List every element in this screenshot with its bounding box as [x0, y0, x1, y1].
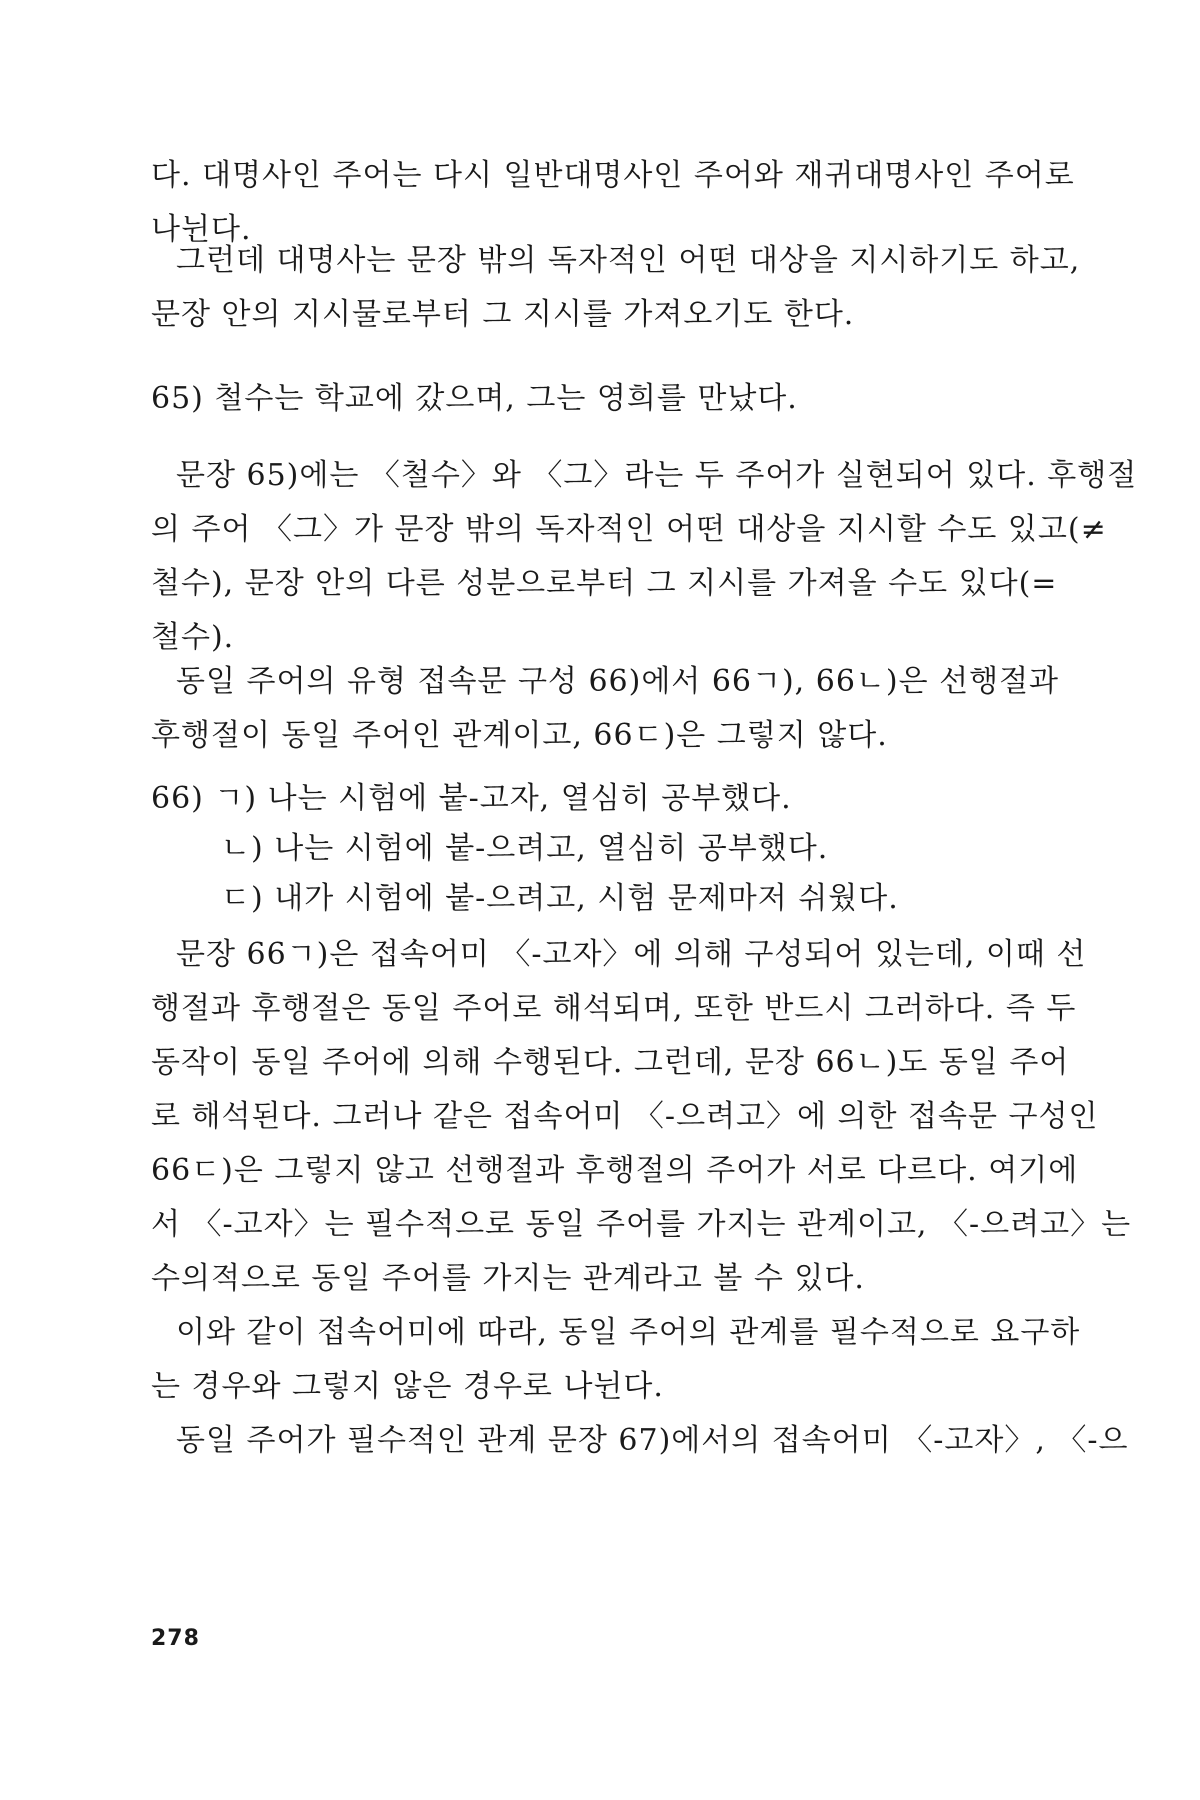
paragraph-6	[151, 1306, 1081, 1414]
paragraph-5	[151, 928, 1132, 1306]
example-66	[151, 774, 1051, 924]
example-line: 65) 철수는 학교에 갔으며, 그는 영희를 만났다.	[151, 381, 798, 416]
example-line: 66) ㄱ) 나는 시험에 붙-고자, 열심히 공부했다.	[151, 781, 792, 816]
paragraph-2	[151, 234, 1081, 342]
text-line: 동일 주어의 유형 접속문 구성 66)에서 66ㄱ), 66ㄴ)은 선행절과	[176, 664, 1060, 699]
text-line: 는 경우와 그렇지 않은 경우로 나뉜다.	[151, 1369, 664, 1404]
paragraph-4	[151, 655, 1060, 763]
text-line: 문장 안의 지시물로부터 그 지시를 가져오기도 한다.	[151, 297, 855, 332]
text-line: 문장 66ㄱ)은 접속어미 〈-고자〉에 의해 구성되어 있는데, 이때 선	[176, 937, 1087, 972]
text-line: 수의적으로 동일 주어를 가지는 관계라고 볼 수 있다.	[151, 1261, 865, 1296]
text-line: 행절과 후행절은 동일 주어로 해석되며, 또한 반드시 그러하다. 즉 두	[151, 991, 1077, 1026]
paragraph-7	[151, 1414, 1129, 1468]
text-line: 66ㄷ)은 그렇지 않고 선행절과 후행절의 주어가 서로 다르다. 여기에	[151, 1153, 1079, 1188]
text-line: 동일 주어가 필수적인 관계 문장 67)에서의 접속어미 〈-고자〉, 〈-으	[176, 1423, 1129, 1458]
text-line: 서 〈-고자〉는 필수적으로 동일 주어를 가지는 관계이고, 〈-으려고〉는	[151, 1207, 1132, 1242]
text-line: 후행절이 동일 주어인 관계이고, 66ㄷ)은 그렇지 않다.	[151, 718, 888, 753]
text-line: 의 주어 〈그〉가 문장 밖의 독자적인 어떤 대상을 지시할 수도 있고(≠	[151, 512, 1107, 547]
example-line: ㄴ) 나는 시험에 붙-으려고, 열심히 공부했다.	[221, 831, 829, 866]
text-line: 동작이 동일 주어에 의해 수행된다. 그런데, 문장 66ㄴ)도 동일 주어	[151, 1045, 1070, 1080]
text-line: 그런데 대명사는 문장 밖의 독자적인 어떤 대상을 지시하기도 하고,	[176, 243, 1081, 278]
page-number: 278	[151, 1626, 200, 1651]
paragraph-3	[151, 449, 1138, 665]
text-line: 나뉜다.	[151, 212, 252, 247]
text-line: 이와 같이 접속어미에 따라, 동일 주어의 관계를 필수적으로 요구하	[176, 1315, 1081, 1350]
example-line: ㄷ) 내가 시험에 붙-으려고, 시험 문제마저 쉬웠다.	[221, 881, 899, 916]
text-line: 로 해석된다. 그러나 같은 접속어미 〈-으려고〉에 의한 접속문 구성인	[151, 1099, 1099, 1134]
text-line: 철수).	[151, 620, 235, 655]
text-line: 문장 65)에는 〈철수〉와 〈그〉라는 두 주어가 실현되어 있다. 후행절	[176, 458, 1138, 493]
example-65	[151, 374, 1051, 424]
text-line: 다. 대명사인 주어는 다시 일반대명사인 주어와 재귀대명사인 주어로	[151, 158, 1075, 193]
text-line: 철수), 문장 안의 다른 성분으로부터 그 지시를 가져올 수도 있다(=	[151, 566, 1058, 601]
